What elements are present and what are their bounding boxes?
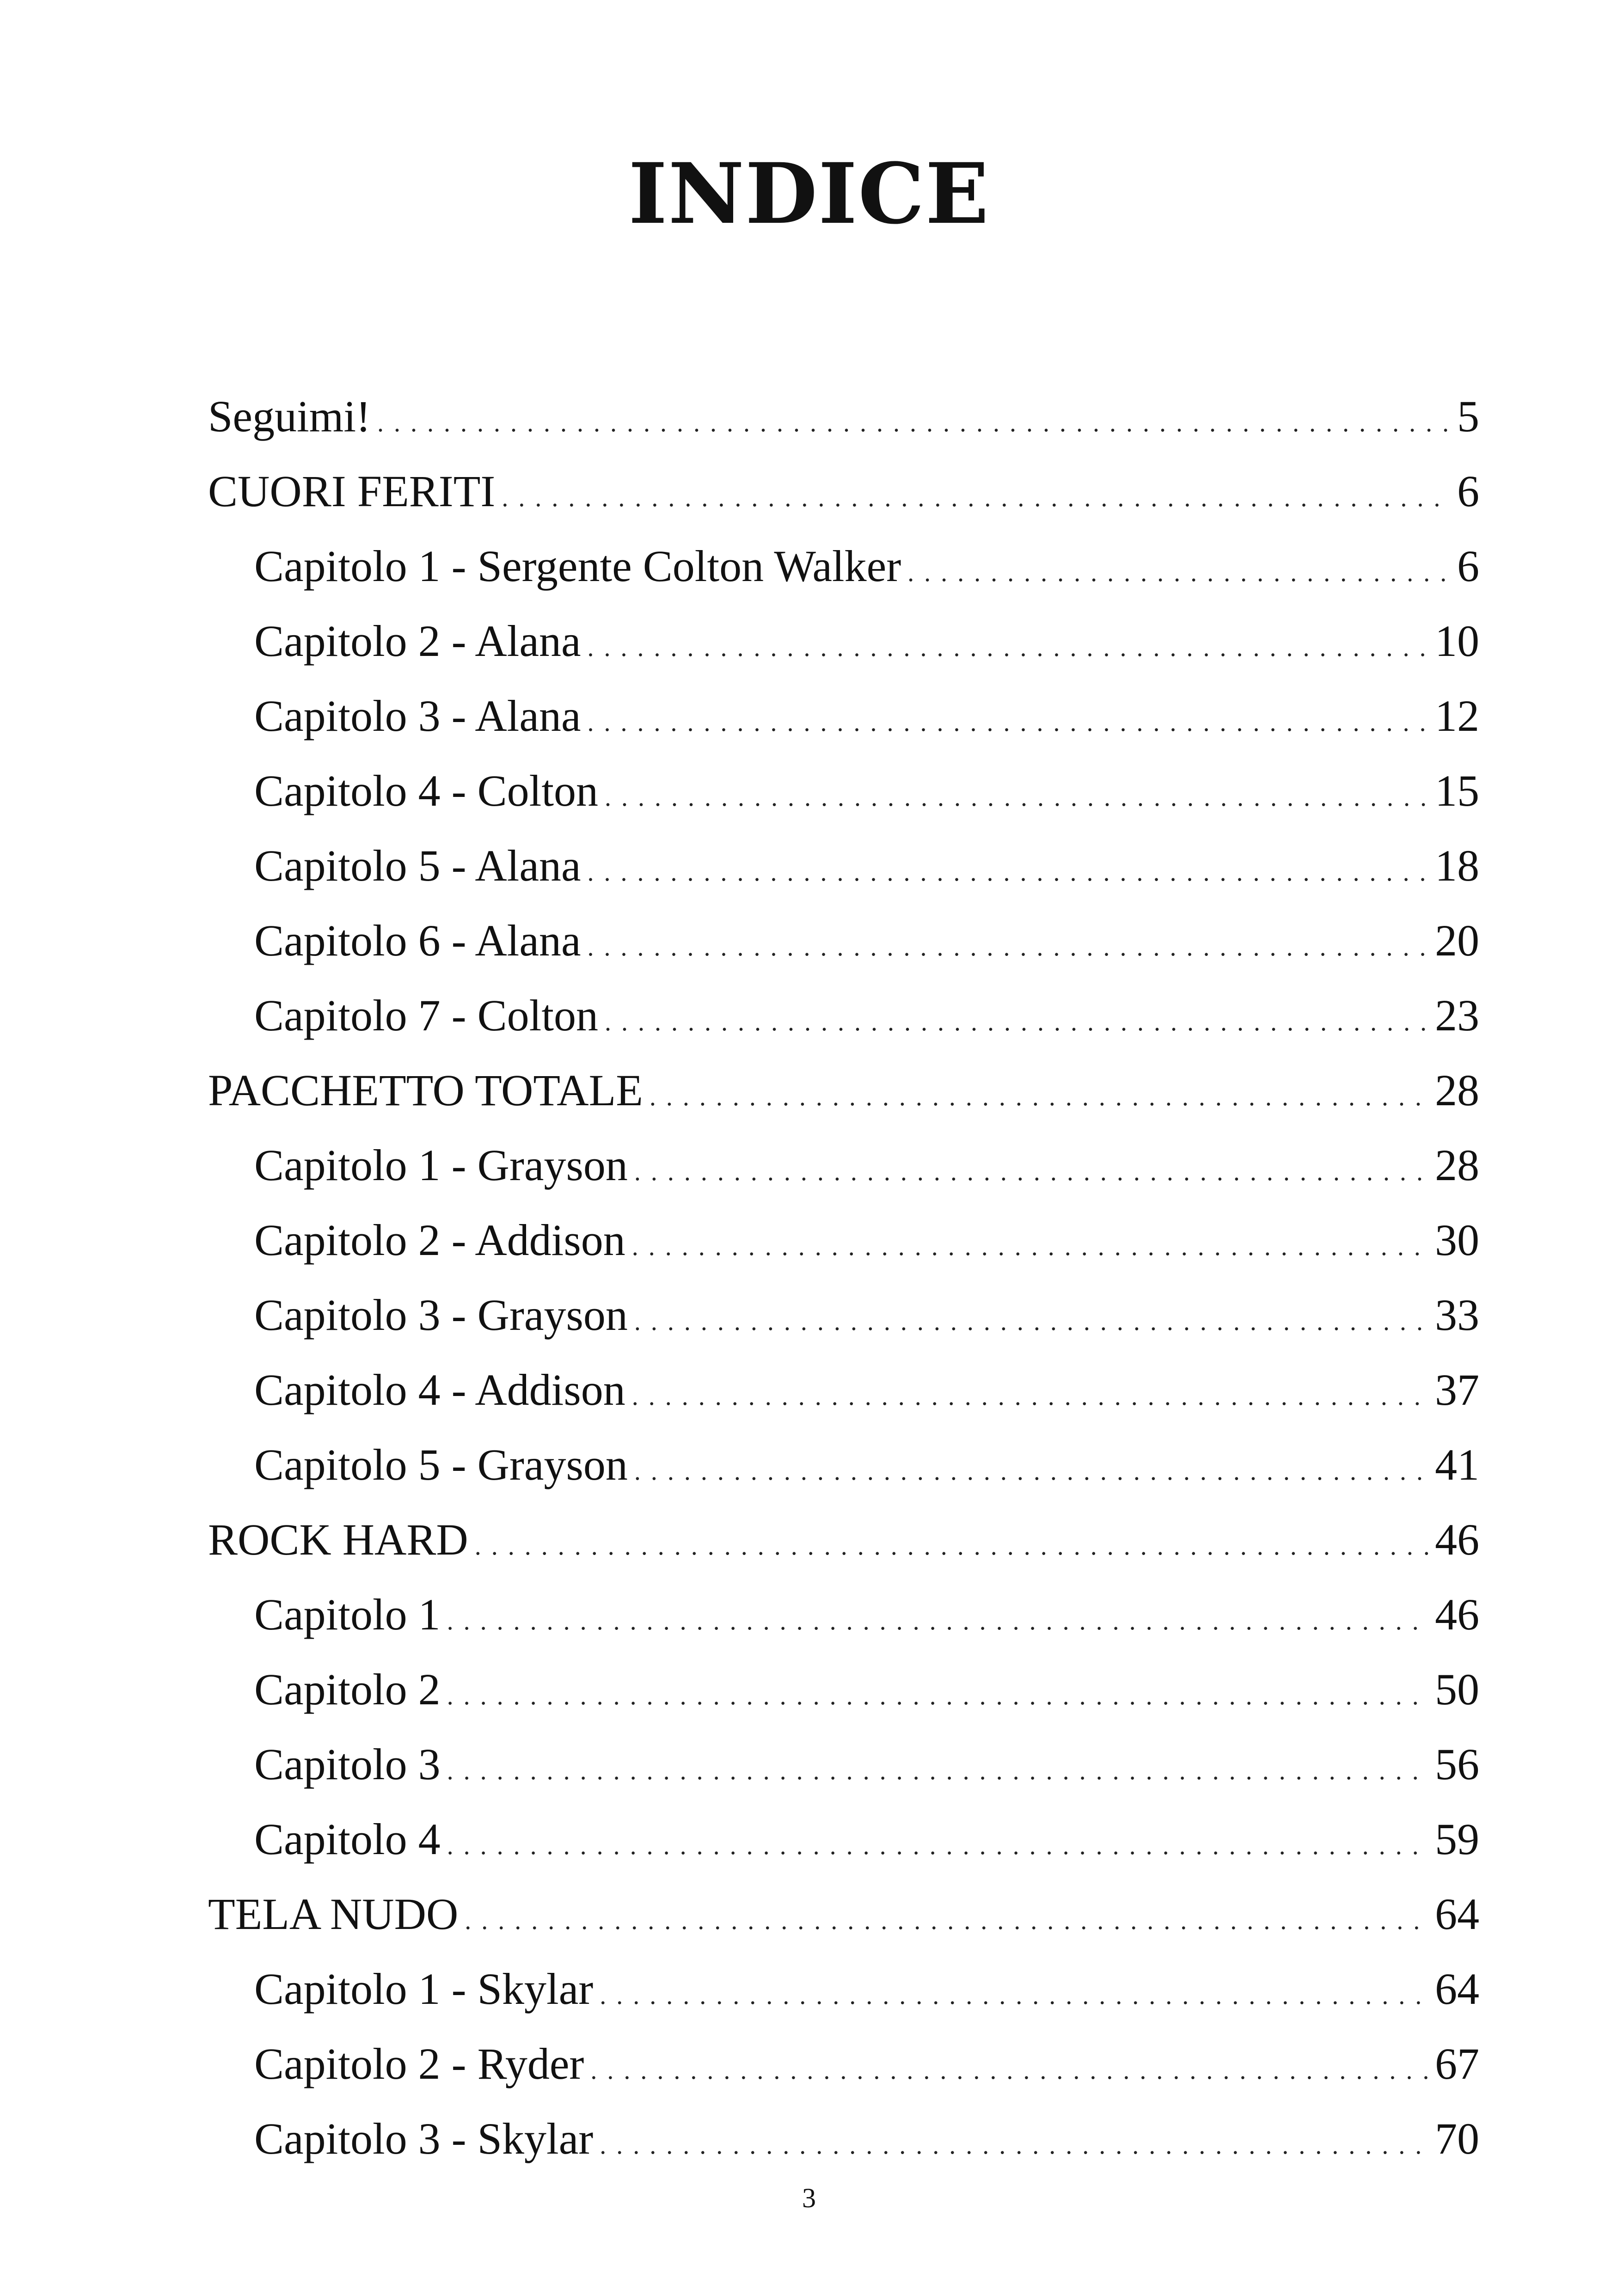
- toc-entry-page-number: 64: [1435, 1889, 1479, 1939]
- dot-leader: [447, 1808, 1428, 1883]
- toc-entry-page-number: 46: [1435, 1590, 1479, 1639]
- toc-entry-page-number: 67: [1435, 2039, 1479, 2088]
- toc-entry-label: Capitolo 3 - Alana: [254, 691, 581, 741]
- toc-chapter-entry[interactable]: [208, 529, 1479, 604]
- toc-entry-page-number: 6: [1457, 466, 1479, 516]
- toc-entry-label: Seguimi!: [208, 392, 371, 441]
- toc-entry-label: CUORI FERITI: [208, 466, 496, 516]
- toc-entry-label: Capitolo 5 - Alana: [254, 841, 581, 890]
- dot-leader: [590, 2033, 1428, 2108]
- toc-entry-page-number: 33: [1435, 1290, 1479, 1340]
- toc-entry-page-number: 46: [1435, 1515, 1479, 1564]
- dot-leader: [632, 1359, 1428, 1434]
- toc-entry-page-number: 23: [1435, 991, 1479, 1040]
- toc-chapter-entry[interactable]: [208, 1652, 1479, 1727]
- toc-entry-label: Capitolo 7 - Colton: [254, 991, 598, 1040]
- dot-leader: [447, 1659, 1428, 1733]
- toc-entry-page-number: 50: [1435, 1665, 1479, 1714]
- dot-leader: [502, 460, 1451, 535]
- dot-leader: [447, 1733, 1428, 1808]
- dot-leader: [588, 910, 1428, 985]
- dot-leader: [475, 1509, 1428, 1584]
- toc-chapter-entry[interactable]: [208, 1128, 1479, 1203]
- dot-leader: [634, 1434, 1428, 1509]
- toc-section-entry[interactable]: [208, 1502, 1479, 1577]
- toc-entry-label: Capitolo 2 - Addison: [254, 1215, 625, 1265]
- toc-entry-label: Capitolo 3 - Grayson: [254, 1290, 628, 1340]
- toc-entry-label: ROCK HARD: [208, 1515, 468, 1564]
- toc-entry-page-number: 28: [1435, 1065, 1479, 1115]
- table-of-contents: [208, 379, 1479, 2176]
- toc-entry-page-number: 59: [1435, 1814, 1479, 1864]
- toc-chapter-entry[interactable]: [208, 2101, 1479, 2176]
- toc-chapter-entry[interactable]: [208, 1427, 1479, 1502]
- toc-section-entry[interactable]: [208, 1053, 1479, 1128]
- toc-entry-page-number: 41: [1435, 1440, 1479, 1489]
- dot-leader: [377, 386, 1451, 460]
- dot-leader: [465, 1883, 1428, 1958]
- toc-entry-page-number: 6: [1457, 541, 1479, 591]
- toc-chapter-entry[interactable]: [208, 679, 1479, 753]
- toc-chapter-entry[interactable]: [208, 828, 1479, 903]
- toc-chapter-entry[interactable]: [208, 1727, 1479, 1802]
- toc-entry-label: Capitolo 2: [254, 1665, 441, 1714]
- toc-chapter-entry[interactable]: [208, 1203, 1479, 1278]
- dot-leader: [600, 2108, 1428, 2183]
- toc-entry-label: Capitolo 1 - Skylar: [254, 1964, 594, 2014]
- toc-entry-page-number: 5: [1457, 392, 1479, 441]
- toc-entry-page-number: 10: [1435, 616, 1479, 666]
- toc-section-entry[interactable]: [208, 1877, 1479, 1952]
- dot-leader: [632, 1209, 1428, 1284]
- toc-entry-label: Capitolo 4 - Addison: [254, 1365, 625, 1414]
- toc-entry-label: Capitolo 6 - Alana: [254, 916, 581, 965]
- toc-entry-label: Capitolo 4: [254, 1814, 441, 1864]
- toc-chapter-entry[interactable]: [208, 753, 1479, 828]
- toc-chapter-entry[interactable]: [208, 2027, 1479, 2101]
- toc-entry-page-number: 70: [1435, 2114, 1479, 2163]
- toc-entry-label: Capitolo 2 - Ryder: [254, 2039, 584, 2088]
- toc-entry-page-number: 30: [1435, 1215, 1479, 1265]
- toc-entry-page-number: 18: [1435, 841, 1479, 890]
- toc-entry-label: Capitolo 4 - Colton: [254, 766, 598, 815]
- toc-entry-page-number: 12: [1435, 691, 1479, 741]
- dot-leader: [447, 1584, 1428, 1659]
- toc-entry-page-number: 56: [1435, 1739, 1479, 1789]
- toc-entry-page-number: 64: [1435, 1964, 1479, 2014]
- toc-chapter-entry[interactable]: [208, 1278, 1479, 1353]
- toc-chapter-entry[interactable]: [208, 903, 1479, 978]
- toc-entry-label: Capitolo 3 - Skylar: [254, 2114, 594, 2163]
- dot-leader: [634, 1284, 1428, 1359]
- dot-leader: [588, 610, 1428, 685]
- dot-leader: [600, 1958, 1428, 2033]
- toc-chapter-entry[interactable]: [208, 1952, 1479, 2027]
- toc-section-entry[interactable]: [208, 379, 1479, 454]
- dot-leader: [907, 535, 1451, 610]
- dot-leader: [634, 1134, 1428, 1209]
- dot-leader: [588, 835, 1428, 910]
- dot-leader: [650, 1059, 1428, 1134]
- toc-entry-label: Capitolo 2 - Alana: [254, 616, 581, 666]
- toc-entry-page-number: 37: [1435, 1365, 1479, 1414]
- toc-entry-label: Capitolo 5 - Grayson: [254, 1440, 628, 1489]
- toc-entry-label: PACCHETTO TOTALE: [208, 1065, 643, 1115]
- toc-chapter-entry[interactable]: [208, 1577, 1479, 1652]
- toc-entry-label: Capitolo 1 - Grayson: [254, 1140, 628, 1190]
- toc-entry-label: Capitolo 3: [254, 1739, 441, 1789]
- toc-entry-label: TELA NUDO: [208, 1889, 459, 1939]
- dot-leader: [605, 760, 1428, 835]
- toc-chapter-entry[interactable]: [208, 604, 1479, 679]
- toc-entry-label: Capitolo 1 - Sergente Colton Walker: [254, 541, 901, 591]
- dot-leader: [605, 985, 1428, 1059]
- toc-section-entry[interactable]: [208, 454, 1479, 529]
- toc-entry-page-number: 15: [1435, 766, 1479, 815]
- dot-leader: [588, 685, 1428, 760]
- page-title: INDICE: [628, 145, 990, 243]
- toc-chapter-entry[interactable]: [208, 1353, 1479, 1427]
- toc-chapter-entry[interactable]: [208, 1802, 1479, 1877]
- page-number: 3: [802, 2183, 816, 2213]
- toc-entry-label: Capitolo 1: [254, 1590, 441, 1639]
- toc-chapter-entry[interactable]: [208, 978, 1479, 1053]
- toc-entry-page-number: 28: [1435, 1140, 1479, 1190]
- toc-entry-page-number: 20: [1435, 916, 1479, 965]
